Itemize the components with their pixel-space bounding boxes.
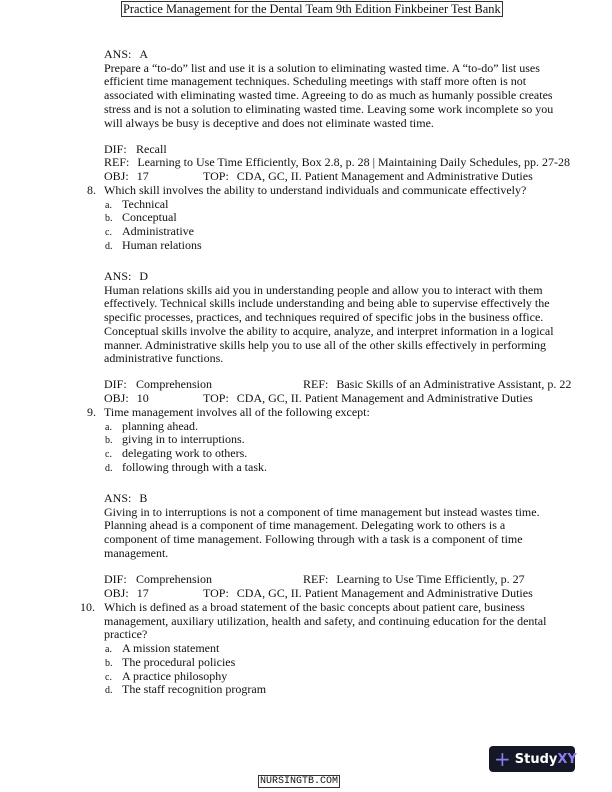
- obj-row: [104, 587, 149, 601]
- top-row: [203, 170, 533, 184]
- option-letter: a.: [105, 199, 112, 211]
- answer-label: ANS:: [104, 491, 132, 505]
- footer-watermark: NURSINGTB.COM: [260, 776, 339, 787]
- top-row: [203, 392, 533, 406]
- top-value: CDA, GC, II. Patient Management and Administrative Duties: [236, 169, 533, 184]
- obj-label: OBJ:: [104, 169, 129, 184]
- option-letter: c.: [105, 449, 112, 461]
- dif-row: [104, 378, 212, 392]
- option-text: A practice philosophy: [122, 668, 228, 683]
- option-text: giving in to interruptions.: [122, 432, 245, 447]
- dif-label: DIF:: [104, 377, 127, 392]
- obj-label: OBJ:: [104, 391, 129, 406]
- answer-value: D: [139, 269, 149, 283]
- ref-value: Learning to Use Time Efficiently, p. 27: [336, 572, 525, 586]
- ref-row: [104, 156, 570, 170]
- rationale-line: Conceptual skills involve the ability to acquire, analyze, and interpret information in a logical: [104, 323, 554, 338]
- top-label: TOP:: [203, 585, 229, 600]
- question-text: practice?: [104, 627, 148, 642]
- obj-label: OBJ:: [104, 585, 129, 600]
- option-text: Administrative: [122, 224, 194, 239]
- option-text: delegating work to others.: [122, 446, 248, 461]
- dif-value: Comprehension: [136, 572, 212, 586]
- ref-value: Learning to Use Time Efficiently, Box 2.8, p. 28 | Maintaining Daily Schedules, pp. 27-28: [137, 155, 571, 170]
- option-letter: d.: [105, 462, 113, 474]
- question-number: 8.: [87, 183, 96, 197]
- rationale-line: component of time management. Following through with a task is a component of time: [104, 532, 523, 547]
- option-letter: c.: [105, 227, 112, 239]
- dif-row: [104, 573, 212, 587]
- rationale-line: Planning ahead is a component of time management. Delegating work to others is a: [104, 518, 506, 533]
- plus-icon: +: [494, 747, 511, 771]
- answer-label: ANS:: [104, 47, 132, 61]
- ref-label: REF:: [303, 377, 329, 392]
- option-text: The procedural policies: [122, 654, 236, 669]
- option-letter: a.: [105, 421, 112, 433]
- option-text: Human relations: [122, 237, 202, 252]
- ref-value: Basic Skills of an Administrative Assistant, p. 22: [336, 377, 572, 392]
- ref-row: [303, 573, 525, 587]
- question-text: Time management involves all of the following except:: [104, 405, 370, 419]
- rationale-line: effectively. Technical skills include understanding and being able to supervise effectively the: [104, 296, 550, 311]
- option-letter: b.: [105, 657, 113, 669]
- option-text: Technical: [122, 196, 169, 211]
- badge-prefix: Study: [514, 751, 558, 767]
- badge-suffix: XY: [557, 751, 577, 767]
- obj-value: 10: [136, 391, 149, 406]
- top-value: CDA, GC, II. Patient Management and Administrative Duties: [236, 391, 533, 406]
- answer-row: [104, 48, 148, 62]
- rationale-line: will always be busy is deceptive and does not eliminate wasted time.: [104, 115, 434, 130]
- question-text: Which is defined as a broad statement of the basic concepts about patient care, business: [104, 600, 525, 614]
- obj-value: 17: [136, 169, 149, 184]
- rationale-line: administrative functions.: [104, 351, 224, 366]
- question-number: 9.: [87, 405, 96, 419]
- dif-value: Recall: [136, 141, 167, 156]
- top-value: CDA, GC, II. Patient Management and Administrative Duties: [236, 585, 533, 600]
- dif-label: DIF:: [104, 572, 127, 586]
- answer-row: [104, 270, 148, 284]
- question-text: management, auxiliary utilization, health and safety, and continuing education for the dental: [104, 613, 547, 628]
- rationale-line: Prepare a “to-do” list and use it is a solution to eliminating wasted time. A “to-do” list uses: [104, 60, 540, 75]
- answer-label: ANS:: [104, 269, 132, 283]
- obj-row: [104, 170, 149, 184]
- rationale-line: Human relations skills aid you in understanding people and allow you to interact with them: [104, 282, 543, 297]
- dif-label: DIF:: [104, 141, 127, 156]
- answer-value: A: [139, 47, 149, 61]
- page-header-title: Practice Management for the Dental Team 9th Edition Finkbeiner Test Bank: [123, 2, 501, 16]
- option-letter: a.: [105, 644, 112, 656]
- dif-row: [104, 143, 167, 157]
- option-letter: d.: [105, 685, 113, 697]
- option-letter: d.: [105, 240, 113, 252]
- top-label: TOP:: [203, 169, 229, 184]
- rationale-line: manner. Administrative skills help you to use all of the other skills effectively in performing: [104, 337, 547, 352]
- ref-label: REF:: [303, 572, 329, 586]
- obj-row: [104, 392, 149, 406]
- rationale-line: stress and is not a solution to eliminating wasted time. Leaving some work incomplete so you: [104, 101, 554, 116]
- answer-value: B: [139, 491, 148, 505]
- rationale-line: associated with eliminating wasted time. Agreeing to do as much as humanly possible creates: [104, 88, 553, 103]
- obj-value: 17: [136, 585, 149, 600]
- option-letter: c.: [105, 671, 112, 683]
- option-text: following through with a task.: [122, 459, 267, 474]
- answer-row: [104, 492, 147, 506]
- rationale-line: specific processes, practices, and techniques required of specific jobs in the business office.: [104, 310, 544, 325]
- rationale-line: efficient time management techniques. Scheduling meetings with staff more often is not: [104, 74, 527, 89]
- option-text: A mission statement: [122, 641, 220, 656]
- studyxy-badge[interactable]: [489, 746, 575, 772]
- question-text: Which skill involves the ability to understand individuals and communicate effectively?: [104, 183, 527, 197]
- ref-row: [303, 378, 571, 392]
- option-letter: b.: [105, 213, 113, 225]
- option-letter: b.: [105, 435, 113, 447]
- top-row: [203, 587, 533, 601]
- option-text: The staff recognition program: [122, 682, 267, 697]
- question-number: 10.: [80, 600, 95, 614]
- option-text: Conceptual: [122, 210, 177, 225]
- rationale-line: Giving in to interruptions is not a component of time management but instead wastes time.: [104, 504, 540, 519]
- option-text: planning ahead.: [122, 418, 198, 433]
- top-label: TOP:: [203, 391, 229, 406]
- dif-value: Comprehension: [136, 377, 212, 392]
- rationale-line: management.: [104, 545, 169, 560]
- ref-label: REF:: [104, 155, 130, 170]
